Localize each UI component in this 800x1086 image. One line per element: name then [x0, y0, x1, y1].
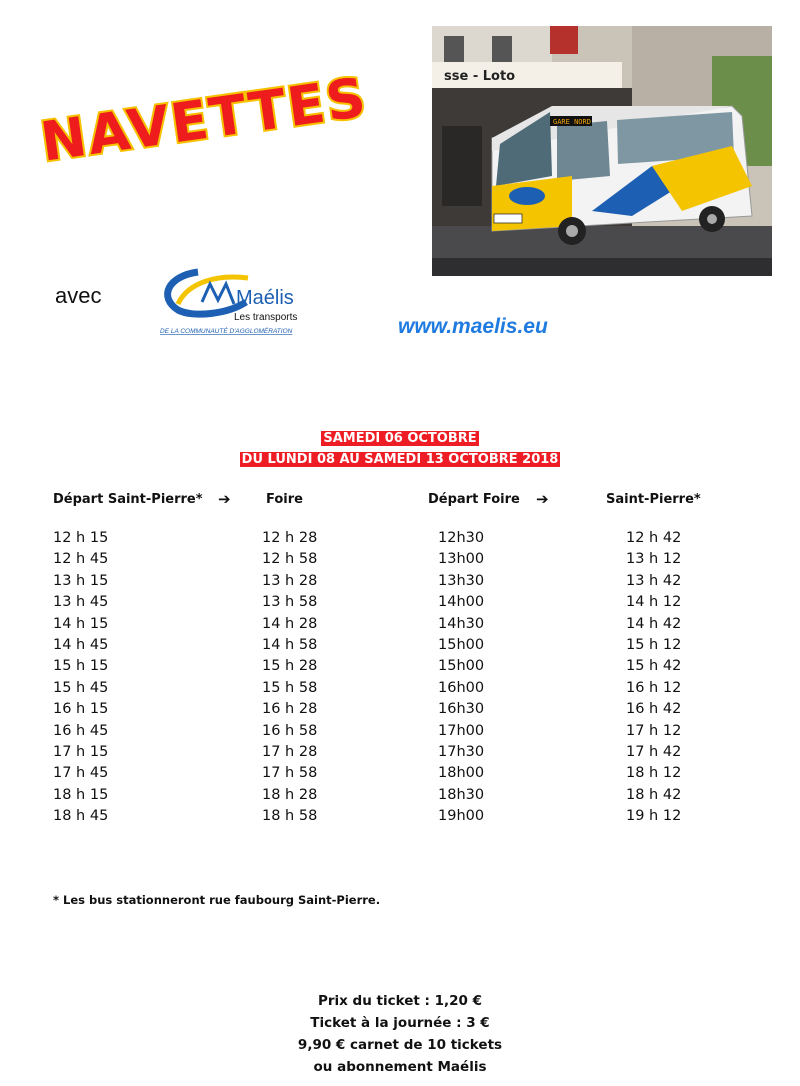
date-banner-1-text: SAMEDI 06 OCTOBRE	[323, 431, 477, 446]
time-depart-foire: 12h30	[438, 530, 485, 546]
time-depart-foire: 18h00	[438, 765, 485, 782]
time-arrivee-foire: 17 h 28	[262, 743, 318, 760]
time-arrivee-saint-pierre: 16 h 12	[626, 679, 682, 696]
time-depart-foire: 15h00	[438, 658, 485, 675]
schedule-table	[0, 530, 800, 829]
table-row	[0, 787, 800, 808]
date-banner-2-text: DU LUNDI 08 AU SAMEDI 13 OCTOBRE 2018	[241, 452, 559, 467]
table-row	[0, 723, 800, 744]
time-arrivee-foire: 13 h 28	[262, 572, 318, 589]
time-arrivee-saint-pierre: 19 h 12	[626, 808, 682, 825]
time-depart-foire: 15h00	[438, 636, 485, 653]
table-row	[0, 551, 800, 572]
time-arrivee-foire: 13 h 58	[262, 594, 318, 611]
avec-label: avec	[55, 283, 102, 308]
page-title	[30, 55, 450, 174]
time-depart-saint-pierre: 14 h 45	[53, 636, 109, 653]
time-depart-saint-pierre: 13 h 15	[53, 572, 109, 589]
time-depart-saint-pierre: 15 h 45	[53, 679, 109, 696]
shuttle-bus-photo	[432, 26, 772, 276]
time-arrivee-foire: 14 h 58	[262, 636, 318, 653]
logo-line2: DE LA COMMUNAUTÉ D'AGGLOMÉRATION	[160, 328, 293, 335]
bus-destination-display: GARE NORD	[553, 118, 591, 126]
time-arrivee-foire: 12 h 58	[262, 551, 318, 568]
time-depart-foire: 19h00	[438, 808, 485, 825]
time-arrivee-foire: 12 h 28	[262, 530, 318, 546]
time-depart-foire: 16h30	[438, 701, 485, 718]
website-link[interactable]: www.maelis.eu	[398, 315, 548, 338]
time-depart-foire: 13h30	[438, 572, 485, 589]
header-saint-pierre: Saint-Pierre*	[606, 492, 701, 507]
time-arrivee-saint-pierre: 13 h 42	[626, 572, 682, 589]
time-arrivee-foire: 15 h 28	[262, 658, 318, 675]
time-depart-saint-pierre: 17 h 15	[53, 743, 109, 760]
time-depart-saint-pierre: 13 h 45	[53, 594, 109, 611]
time-depart-foire: 17h00	[438, 722, 485, 739]
price-line: Prix du ticket : 1,20 €	[317, 993, 483, 1009]
time-arrivee-saint-pierre: 15 h 42	[626, 658, 682, 675]
time-arrivee-saint-pierre: 14 h 12	[626, 594, 682, 611]
time-arrivee-saint-pierre: 14 h 42	[626, 615, 682, 632]
time-arrivee-saint-pierre: 17 h 42	[626, 743, 682, 760]
time-depart-saint-pierre: 12 h 15	[53, 530, 109, 546]
time-arrivee-saint-pierre: 13 h 12	[626, 551, 682, 568]
table-row	[0, 616, 800, 637]
time-arrivee-foire: 16 h 28	[262, 701, 318, 718]
time-arrivee-saint-pierre: 18 h 42	[626, 786, 682, 803]
time-depart-foire: 14h30	[438, 615, 485, 632]
footnote: * Les bus stationneront rue faubourg Saint-Pierre.	[53, 893, 381, 907]
logo-brand: Maélis	[236, 287, 294, 309]
time-arrivee-saint-pierre: 15 h 12	[626, 636, 682, 653]
arrow-icon: ➔	[536, 490, 549, 508]
price-line: Ticket à la journée : 3 €	[310, 1015, 490, 1031]
time-depart-foire: 17h30	[438, 743, 485, 760]
time-arrivee-saint-pierre: 12 h 42	[626, 530, 682, 546]
table-row	[0, 594, 800, 615]
table-row	[0, 808, 800, 829]
price-info	[0, 990, 800, 1078]
time-depart-saint-pierre: 17 h 45	[53, 765, 109, 782]
table-row	[0, 573, 800, 594]
table-row	[0, 765, 800, 786]
arrow-icon: ➔	[218, 490, 231, 508]
maelis-logo	[158, 262, 308, 340]
time-arrivee-saint-pierre: 17 h 12	[626, 722, 682, 739]
time-depart-foire: 14h00	[438, 594, 485, 611]
time-arrivee-saint-pierre: 16 h 42	[626, 701, 682, 718]
storefront-sign: sse - Loto	[444, 69, 516, 84]
header-foire: Foire	[266, 492, 303, 507]
table-row	[0, 530, 800, 551]
time-depart-saint-pierre: 14 h 15	[53, 615, 109, 632]
time-arrivee-foire: 15 h 58	[262, 679, 318, 696]
table-row	[0, 637, 800, 658]
time-arrivee-foire: 16 h 58	[262, 722, 318, 739]
time-depart-saint-pierre: 18 h 15	[53, 786, 109, 803]
time-depart-foire: 13h00	[438, 551, 485, 568]
table-row	[0, 701, 800, 722]
time-arrivee-foire: 17 h 58	[262, 765, 318, 782]
header-depart-foire: Départ Foire	[428, 492, 520, 507]
time-depart-foire: 18h30	[438, 786, 485, 803]
table-row	[0, 658, 800, 679]
time-arrivee-saint-pierre: 18 h 12	[626, 765, 682, 782]
time-depart-saint-pierre: 12 h 45	[53, 551, 109, 568]
time-depart-foire: 16h00	[438, 679, 485, 696]
time-arrivee-foire: 14 h 28	[262, 615, 318, 632]
time-depart-saint-pierre: 15 h 15	[53, 658, 109, 675]
time-arrivee-foire: 18 h 28	[262, 786, 318, 803]
table-row	[0, 680, 800, 701]
table-row	[0, 744, 800, 765]
title-text: NAVETTES	[36, 65, 372, 174]
date-banner-2	[0, 450, 800, 469]
logo-line1: Les transports	[234, 312, 298, 323]
price-line: ou abonnement Maélis	[313, 1059, 487, 1075]
date-banner-1	[0, 429, 800, 448]
price-line: 9,90 € carnet de 10 tickets	[297, 1037, 503, 1053]
time-arrivee-foire: 18 h 58	[262, 808, 318, 825]
header-depart-saint-pierre: Départ Saint-Pierre*	[53, 492, 203, 507]
time-depart-saint-pierre: 18 h 45	[53, 808, 109, 825]
time-depart-saint-pierre: 16 h 15	[53, 701, 109, 718]
time-depart-saint-pierre: 16 h 45	[53, 722, 109, 739]
